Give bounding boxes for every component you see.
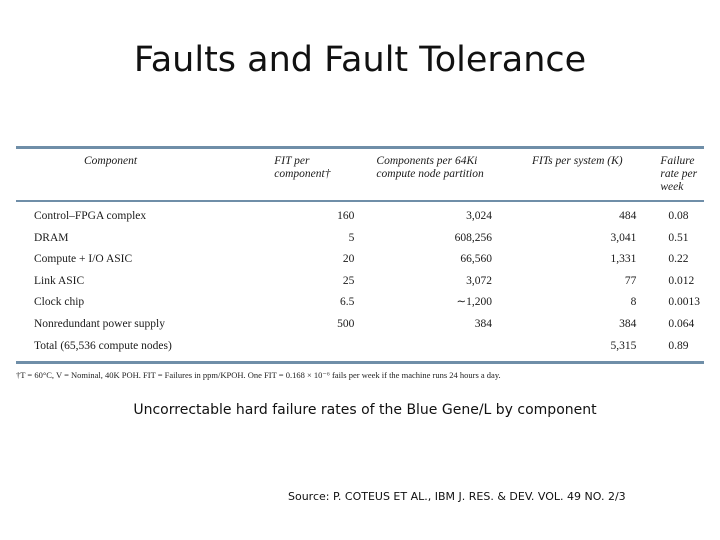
table-row [16, 202, 704, 228]
cell-component: Control–FPGA complex [34, 210, 147, 222]
cell-component: Compute + I/O ASIC [34, 253, 133, 266]
cell-fits-per-system: 484 [619, 210, 637, 222]
cell-fit-per-component: 160 [337, 210, 355, 222]
column-header-fits-per-system: FITs per system (K) [531, 155, 623, 167]
table-row [16, 249, 704, 271]
cell-fit-per-component: 500 [337, 317, 355, 330]
cell-components-per-partition: 384 [474, 317, 492, 330]
failure-rate-table [16, 146, 704, 381]
cell-fit-per-component: 20 [342, 253, 355, 266]
cell-fit-per-component: 6.5 [340, 296, 355, 309]
cell-component: Link ASIC [34, 274, 85, 287]
cell-components-per-partition: ∼1,200 [456, 296, 492, 309]
cell-fit-per-component: 25 [342, 274, 355, 287]
cell-component: Nonredundant power supply [34, 317, 165, 330]
cell-failure-rate: 0.012 [668, 274, 695, 287]
cell-components-per-partition: 66,560 [460, 253, 492, 266]
column-header-fit-per-component: FIT per component† [274, 155, 331, 180]
table-row [16, 314, 704, 336]
cell-component: DRAM [34, 231, 69, 244]
table-header-row [16, 149, 704, 194]
cell-fits-per-system: 384 [619, 317, 637, 330]
slide-title: Faults and Fault Tolerance [133, 40, 587, 80]
cell-failure-rate: 0.0013 [668, 296, 700, 309]
cell-failure-rate: 0.51 [668, 231, 689, 244]
cell-components-per-partition: 3,024 [466, 210, 492, 222]
cell-failure-rate: 0.064 [668, 317, 695, 330]
table-bottom-rule [16, 361, 704, 364]
cell-failure-rate: 0.08 [668, 210, 689, 222]
source-citation: Source: P. COTEUS ET AL., IBM J. RES. & DEV. VOL. 49 NO. 2/3 [288, 490, 626, 503]
table-footnote: †T = 60°C, V = Nominal, 40K POH. FIT = Failures in ppm/KPOH. One FIT = 0.168 × 10⁻⁶ fails per week if the machine runs 24 hours a day. [16, 370, 501, 381]
cell-fits-per-system: 5,315 [610, 339, 637, 352]
cell-fit-per-component: 5 [348, 231, 355, 244]
cell-fits-per-system: 8 [630, 296, 637, 309]
cell-component: Total (65,536 compute nodes) [34, 339, 172, 352]
cell-fits-per-system: 3,041 [610, 231, 637, 244]
column-header-components-per-partition: Components per 64Ki compute node partition [376, 155, 484, 180]
table-row [16, 292, 704, 314]
table-row [16, 336, 704, 358]
column-header-failure-rate: Failure rate per week [660, 155, 698, 193]
cell-components-per-partition [358, 336, 510, 358]
cell-components-per-partition: 3,072 [466, 274, 492, 287]
table-caption: Uncorrectable hard failure rates of the Blue Gene/L by component [133, 402, 597, 418]
column-header-component: Component [84, 155, 138, 167]
cell-failure-rate: 0.89 [668, 339, 689, 352]
cell-fits-per-system: 1,331 [610, 253, 637, 266]
cell-components-per-partition: 608,256 [454, 231, 492, 244]
cell-fits-per-system: 77 [624, 274, 637, 287]
cell-failure-rate: 0.22 [668, 253, 689, 266]
table-row [16, 228, 704, 250]
cell-fit-per-component [268, 336, 358, 358]
cell-component: Clock chip [34, 296, 85, 309]
table-row [16, 271, 704, 293]
